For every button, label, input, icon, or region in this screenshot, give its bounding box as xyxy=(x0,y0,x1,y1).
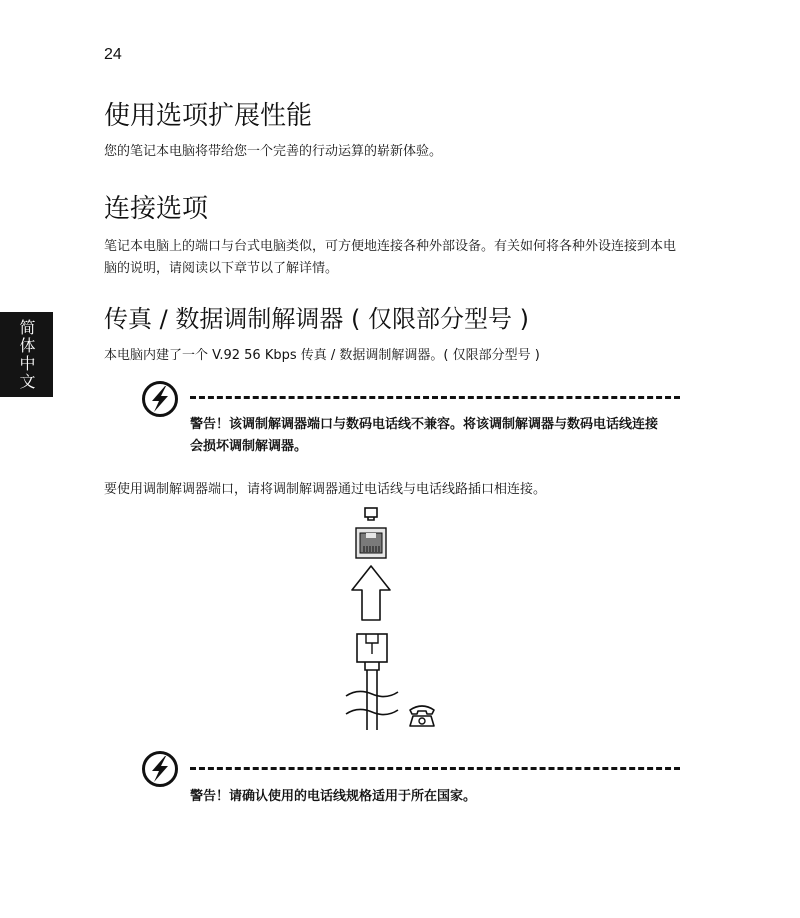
section-title-options: 使用选项扩展性能 xyxy=(104,101,313,131)
warning-text-1: 警告！该调制解调器端口与数码电话线不兼容。将该调制解调器与数码电话线连接会损坏调制解调器。 xyxy=(190,417,659,454)
section-title-connectivity: 连接选项 xyxy=(104,194,209,224)
modem-intro-text: 本电脑内建了一个 V.92 56 Kbps 传真 / 数据调制解调器。( 仅限部分型号 ) xyxy=(104,348,540,363)
lightning-warning-icon xyxy=(141,750,179,788)
modem-connection-diagram xyxy=(330,504,450,740)
warning-text-2: 警告！请确认使用的电话线规格适用于所在国家。 xyxy=(190,789,477,804)
language-side-tab-label: 简体中文 xyxy=(17,318,36,391)
lightning-warning-icon xyxy=(141,380,179,418)
section-text-options: 您的笔记本电脑将带给您一个完善的行动运算的崭新体验。 xyxy=(104,144,443,159)
warning-divider-2 xyxy=(190,767,680,770)
warning-divider-1 xyxy=(190,396,680,399)
rj11-plug-icon xyxy=(357,634,387,670)
section-text-connectivity: 笔记本电脑上的端口与台式电脑类似，可方便地连接各种外部设备。有关如何将各种外设连接到本电脑的说明，请阅读以下章节以了解详情。 xyxy=(104,239,677,276)
telephone-icon xyxy=(410,706,434,726)
section-title-modem: 传真 / 数据调制解调器 ( 仅限部分型号 ) xyxy=(104,305,529,333)
language-side-tab xyxy=(0,312,53,397)
modem-instruction-text: 要使用调制解调器端口，请将调制解调器通过电话线与电话线路插口相连接。 xyxy=(104,482,547,497)
rj11-port-icon xyxy=(356,528,386,558)
page-number: 24 xyxy=(104,46,122,63)
phone-cable xyxy=(346,670,398,730)
up-arrow-icon xyxy=(352,566,390,620)
port-indicator-icon xyxy=(365,508,377,520)
